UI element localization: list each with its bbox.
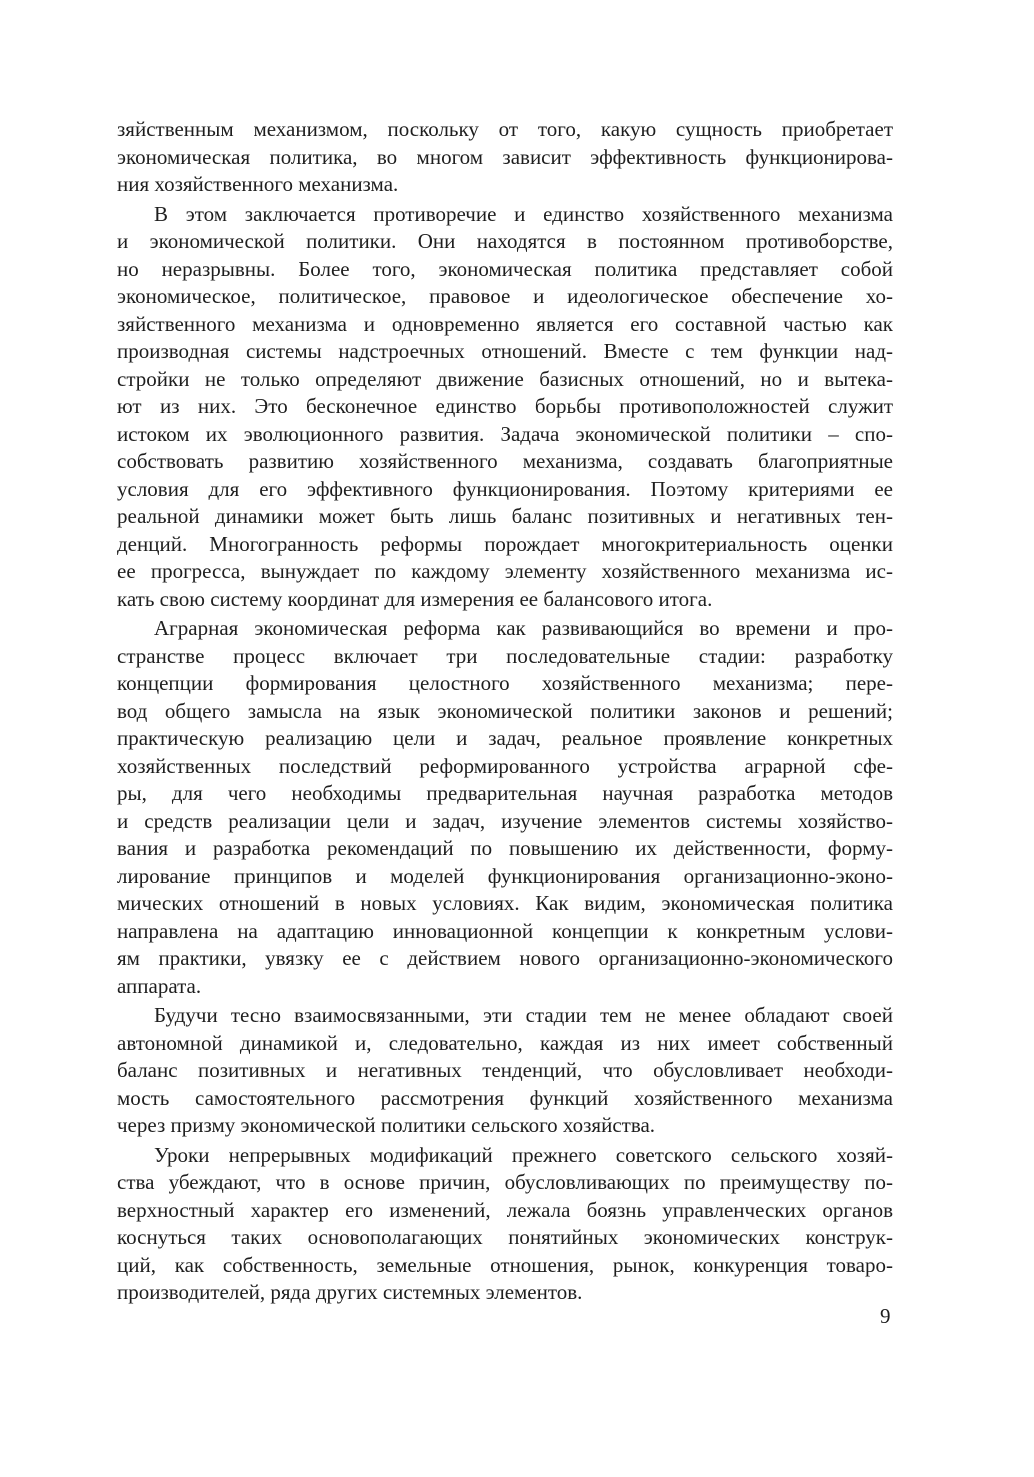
text-line: собствовать развитию хозяйственного механизма, создавать благоприятные bbox=[117, 449, 893, 473]
text-line: денций. Многогранность реформы порождает многокритериальность оценки bbox=[117, 531, 893, 556]
text-line: экономическое, политическое, правовое и идеологическое обеспечение хо- bbox=[117, 284, 893, 308]
paragraph bbox=[117, 1002, 893, 1140]
text-line: хозяйственных последствий реформированного устройства аграрной сфе- bbox=[117, 753, 893, 778]
text-line: ее прогресса, вынуждает по каждому элементу хозяйственного механизма ис- bbox=[117, 559, 893, 583]
paragraph bbox=[117, 1142, 893, 1307]
paragraph bbox=[117, 116, 893, 199]
text-line: реальной динамики может быть лишь баланс позитивных и негативных тен- bbox=[117, 504, 893, 528]
body-text bbox=[117, 116, 893, 1309]
text-line: вания и разработка рекомендаций по повышению их действенности, форму- bbox=[117, 836, 893, 860]
text-line: ций, как собственность, земельные отношения, рынок, конкуренция товаро- bbox=[117, 1252, 893, 1277]
text-line: лирование принципов и моделей функционирования организационно-эконо- bbox=[117, 863, 893, 888]
text-line: Уроки непрерывных модификаций прежнего советского сельского хозяй- bbox=[154, 1142, 893, 1167]
text-line: вод общего замысла на язык экономической политики законов и решений; bbox=[117, 698, 893, 723]
text-line: аппарата. bbox=[117, 973, 202, 998]
text-line: но неразрывны. Более того, экономическая политика представляет собой bbox=[117, 256, 893, 281]
text-line: верхностный характер его изменений, лежала боязнь управленческих органов bbox=[117, 1197, 893, 1222]
text-line: истоком их эволюционного развития. Задача экономической политики – спо- bbox=[117, 421, 893, 446]
text-line: ства убеждают, что в основе причин, обусловливающих по преимуществу по- bbox=[117, 1170, 893, 1194]
text-line: производная системы надстроечных отношений. Вместе с тем функции над- bbox=[117, 339, 893, 363]
text-line: через призму экономической политики сельского хозяйства. bbox=[117, 1113, 656, 1137]
text-line: зяйственного механизма и одновременно является его составной частью как bbox=[117, 311, 893, 336]
paragraph bbox=[117, 615, 893, 1000]
text-line: условия для его эффективного функционирования. Поэтому критериями ее bbox=[117, 476, 893, 501]
page-number: 9 bbox=[880, 1304, 891, 1328]
text-line: автономной динамикой и, следовательно, каждая из них имеет собственный bbox=[117, 1030, 893, 1055]
text-line: экономическая политика, во многом зависит эффективность функционирова- bbox=[117, 144, 893, 169]
paragraph bbox=[117, 201, 893, 614]
text-line: производителей, ряда других системных элементов. bbox=[117, 1280, 583, 1304]
text-line: коснуться таких основополагающих понятийных экономических конструк- bbox=[117, 1225, 893, 1249]
text-line: мость самостоятельного рассмотрения функций хозяйственного механизма bbox=[117, 1085, 893, 1110]
text-line: ям практики, увязку ее с действием нового организационно-экономического bbox=[117, 946, 893, 970]
text-line: ры, для чего необходимы предварительная научная разработка методов bbox=[117, 781, 893, 805]
text-line: мических отношений в новых условиях. Как видим, экономическая политика bbox=[117, 891, 893, 915]
text-line: стройки не только определяют движение базисных отношений, но и вытека- bbox=[117, 366, 893, 391]
text-line: кать свою систему координат для измерения ее балансового итога. bbox=[117, 586, 713, 611]
text-line: странстве процесс включает три последовательные стадии: разработку bbox=[117, 643, 893, 668]
text-line: концепции формирования целостного хозяйственного механизма; пере- bbox=[117, 671, 893, 695]
text-line: зяйственным механизмом, поскольку от того, какую сущность приобретает bbox=[117, 117, 893, 141]
text-line: баланс позитивных и негативных тенденций, что обусловливает необходи- bbox=[117, 1058, 893, 1082]
text-line: ния хозяйственного механизма. bbox=[117, 172, 399, 196]
text-line: направлена на адаптацию инновационной концепции к конкретным услови- bbox=[117, 918, 893, 943]
text-line: Будучи тесно взаимосвязанными, эти стадии тем не менее обладают своей bbox=[154, 1003, 893, 1027]
text-line: В этом заключается противоречие и единство хозяйственного механизма bbox=[154, 201, 893, 226]
text-line: ют из них. Это бесконечное единство борьбы противоположностей служит bbox=[117, 394, 893, 418]
text-line: и средств реализации цели и задач, изучение элементов системы хозяйство- bbox=[117, 808, 893, 833]
text-line: практическую реализацию цели и задач, реальное проявление конкретных bbox=[117, 726, 893, 750]
text-line: и экономической политики. Они находятся в постоянном противоборстве, bbox=[117, 229, 893, 253]
text-line: Аграрная экономическая реформа как развивающийся во времени и про- bbox=[154, 616, 893, 640]
